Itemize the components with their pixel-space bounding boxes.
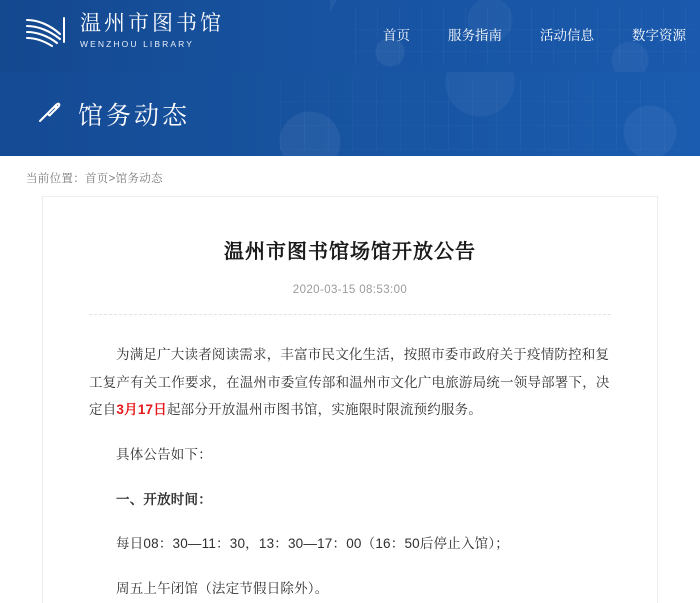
article-body <box>89 315 611 603</box>
nav-item-home[interactable]: 首页 <box>383 28 410 43</box>
breadcrumb-current: 馆务动态 <box>115 173 163 185</box>
breadcrumb-prefix: 当前位置： <box>26 173 85 185</box>
site-logo-text <box>80 13 224 49</box>
article-paragraph-2: 具体公告如下： <box>116 447 212 463</box>
site-logo-title-en: WENZHOU LIBRARY <box>80 39 194 50</box>
library-wave-logo-icon <box>24 12 70 50</box>
nav-item-activity-info[interactable]: 活动信息 <box>540 28 594 43</box>
paragraph-1-highlight-date: 3月17日 <box>116 402 167 418</box>
pin-tag-icon <box>34 97 64 132</box>
site-logo-title-cn: 温州市图书馆 <box>80 11 224 36</box>
breadcrumb <box>26 170 700 186</box>
nav-item-service-guide[interactable]: 服务指南 <box>448 28 502 43</box>
main-navigation <box>364 0 700 72</box>
article-card <box>42 196 658 603</box>
article-section-1-line-2: 周五上午闭馆（法定节假日除外）。 <box>116 581 329 597</box>
breadcrumb-separator: > <box>108 173 116 185</box>
site-header <box>0 0 700 72</box>
article-title: 温州市图书馆场馆开放公告 <box>224 241 476 263</box>
article-section-1-line-1: 每日08：30—11：30，13：30—17：00（16：50后停止入馆）； <box>116 536 510 552</box>
article-section-1-title: 一、开放时间： <box>116 491 212 507</box>
nav-item-digital-resources[interactable]: 数字资源 <box>632 28 686 43</box>
breadcrumb-area <box>0 156 700 196</box>
page-title: 馆务动态 <box>78 102 191 130</box>
paragraph-1-part-b: 起部分开放温州市图书馆，实施限时限流预约服务。 <box>166 402 483 418</box>
article-paragraph-1 <box>89 341 611 424</box>
page-banner <box>0 72 700 156</box>
banner-content <box>34 72 190 156</box>
paragraph-1-part-a: 为满足广大读者阅读需求，丰富市民文化生活，按照市委市政府关于疫情防控和复工复产有关工作要求，在温州市委宣传部和温州市文化广电旅游局统一领导部署下，决定自 <box>89 347 610 418</box>
banner-grid-decoration <box>280 78 680 150</box>
site-logo[interactable] <box>24 12 224 50</box>
breadcrumb-link-home[interactable]: 首页 <box>85 173 109 185</box>
article-date: 2020-03-15 08:53:00 <box>292 284 408 296</box>
